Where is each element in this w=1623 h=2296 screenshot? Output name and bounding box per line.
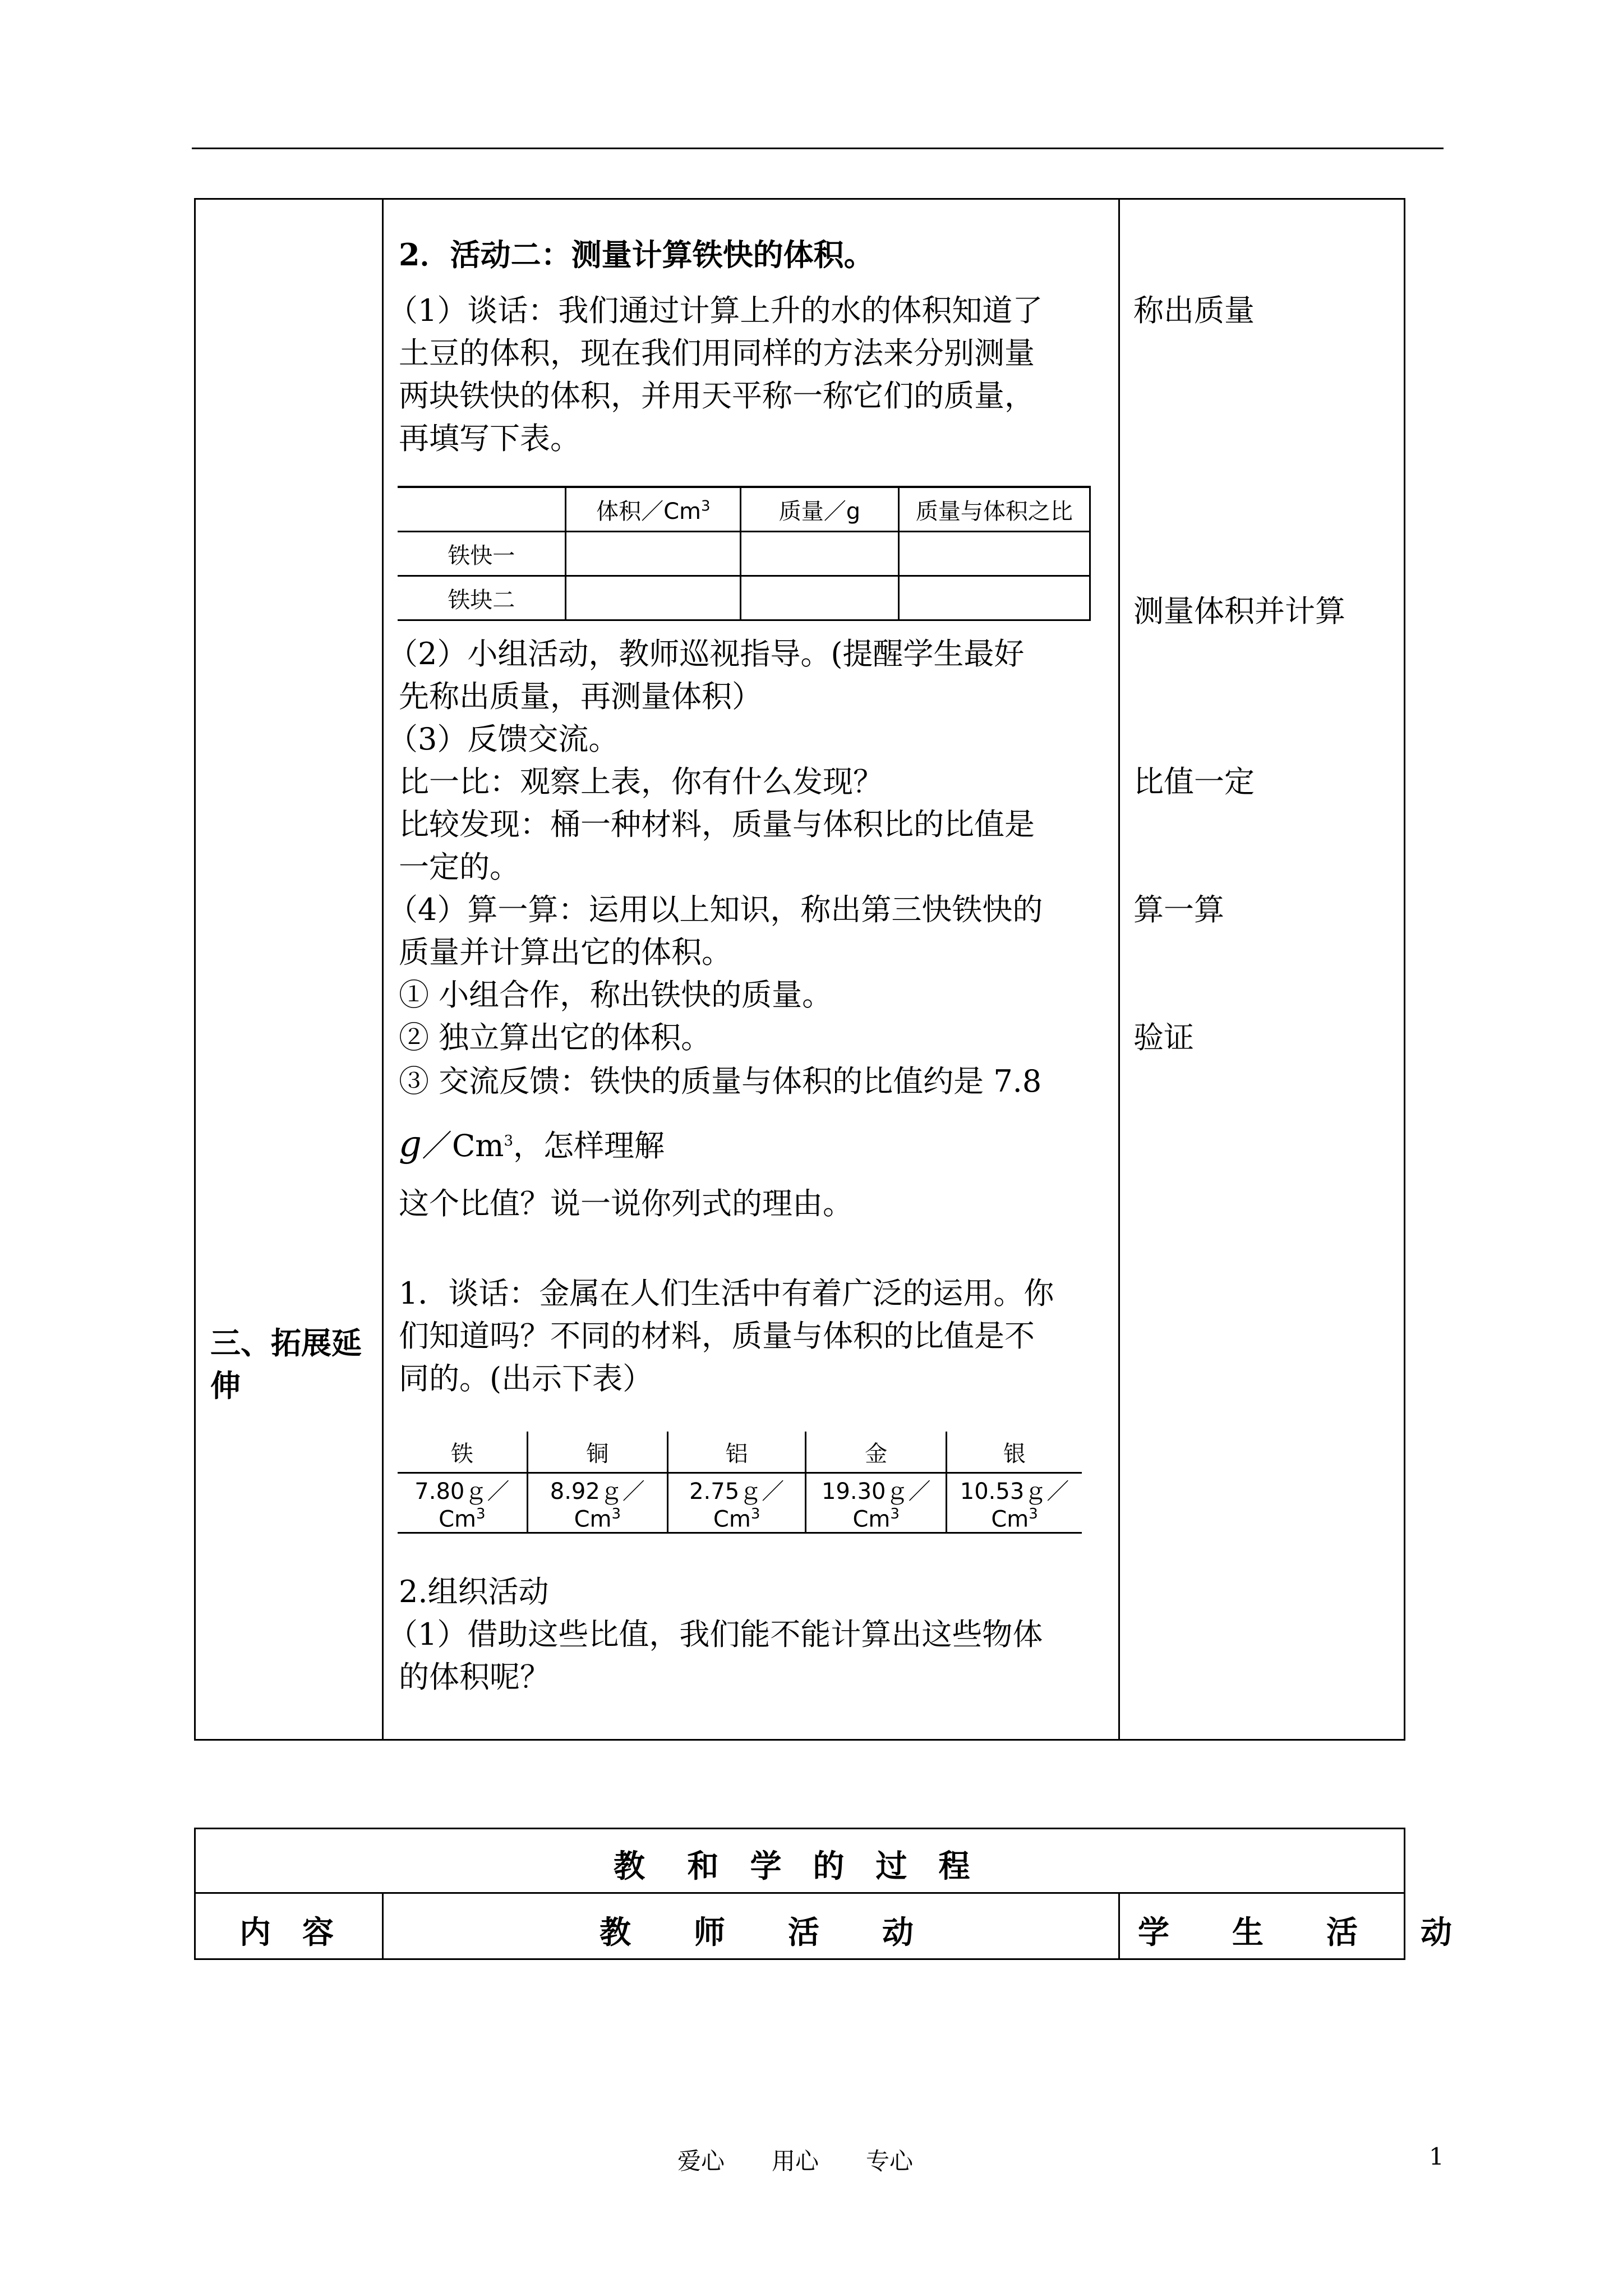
metal-ratio-table <box>398 1432 1082 1534</box>
table-cell <box>898 576 1090 620</box>
table-header: 铜 <box>527 1432 667 1473</box>
activity-two-heading: 2．活动二：测量计算铁快的体积。 <box>399 237 874 273</box>
body-line: 2.组织活动 <box>399 1574 549 1609</box>
table-cell <box>898 532 1090 576</box>
column-divider-1 <box>382 1894 384 1958</box>
student-note: 测量体积并计算 <box>1133 593 1345 629</box>
footer-motto: 爱心 用心 专心 <box>677 2147 914 2175</box>
table-cell: 8.92ｇ／Cm$^3$ <box>527 1473 667 1533</box>
body-line: 一定的。 <box>399 849 520 885</box>
column-divider-2 <box>1118 200 1120 1739</box>
body-line: 两块铁快的体积，并用天平称一称它们的质量， <box>399 378 1035 413</box>
student-note: 称出质量 <box>1133 293 1255 328</box>
body-line: （1）借助这些比值，我们能不能计算出这些物体 <box>388 1617 1043 1652</box>
table-cell: 19.30ｇ／Cm$^3$ <box>806 1473 947 1533</box>
measurement-table <box>398 486 1091 621</box>
body-line: ② 独立算出它的体积。 <box>399 1020 712 1055</box>
body-line: 这个比值？说一说你列式的理由。 <box>399 1186 853 1221</box>
table-row-label: 铁块二 <box>398 576 566 620</box>
table-header: 金 <box>806 1432 947 1473</box>
student-activity-header: 学 生 活 动 <box>1138 1914 1452 1951</box>
body-line: 比较发现：桶一种材料，质量与体积比的比值是 <box>399 807 1035 842</box>
table-cell: 2.75ｇ／Cm$^3$ <box>667 1473 805 1533</box>
column-divider-1 <box>382 200 384 1739</box>
table-cell <box>566 532 741 576</box>
process-header-table <box>194 1828 1452 1960</box>
section-label-line-1: 三、拓展延 <box>210 1325 362 1361</box>
table-header: 质量／g <box>741 487 899 532</box>
body-line: （2）小组活动，教师巡视指导。(提醒学生最好 <box>388 636 1025 671</box>
table-row-label: 铁快一 <box>398 532 566 576</box>
body-line: （3）反馈交流。 <box>388 721 619 757</box>
body-line: （1）谈话：我们通过计算上升的水的体积知道了 <box>388 293 1043 328</box>
section-label-line-2: 伸 <box>210 1368 241 1404</box>
student-note: 比值一定 <box>1133 764 1255 799</box>
table-cell: 10.53ｇ／Cm$^3$ <box>947 1473 1082 1533</box>
table-cell <box>741 532 899 576</box>
body-line: （4）算一算：运用以上知识，称出第三快铁快的 <box>388 892 1043 927</box>
body-line: 质量并计算出它的体积。 <box>399 935 732 970</box>
table-cell <box>741 576 899 620</box>
body-line: 先称出质量，再测量体积） <box>399 679 762 714</box>
row-divider <box>196 1892 1404 1894</box>
student-note: 验证 <box>1133 1020 1194 1055</box>
body-line: 们知道吗？不同的材料，质量与体积的比值是不 <box>399 1318 1035 1354</box>
table-cell <box>398 487 566 532</box>
table-cell: 7.80ｇ／Cm$^3$ <box>398 1473 527 1533</box>
table-header: 质量与体积之比 <box>898 487 1090 532</box>
body-line: 比一比：观察上表，你有什么发现？ <box>399 764 883 799</box>
teacher-activity-header: 教 师 活 动 <box>600 1914 914 1951</box>
body-line: ③ 交流反馈：铁快的质量与体积的比值约是 7.8 <box>399 1064 1042 1099</box>
page-number: 1 <box>1429 2143 1444 2170</box>
body-line: 同的。(出示下表） <box>399 1361 653 1396</box>
content-column-header: 内 容 <box>239 1914 334 1951</box>
student-note: 算一算 <box>1133 892 1224 927</box>
column-divider-2 <box>1118 1894 1120 1958</box>
body-line: ① 小组合作，称出铁快的质量。 <box>399 977 833 1013</box>
body-line: 的体积呢？ <box>399 1659 550 1695</box>
process-title: 教 和 学 的 过 程 <box>614 1848 970 1885</box>
body-line: 土豆的体积，现在我们用同样的方法来分别测量 <box>399 335 1035 371</box>
body-line: 再填写下表。 <box>399 421 580 456</box>
table-header: 铝 <box>667 1432 805 1473</box>
lesson-table <box>194 198 1405 1741</box>
table-header: 铁 <box>398 1432 527 1473</box>
unit-line: g／Cm$^3$，怎样理解 <box>399 1124 665 1165</box>
table-cell <box>566 576 741 620</box>
body-line: 1．谈话：金属在人们生活中有着广泛的运用。你 <box>399 1276 1054 1311</box>
table-header: 体积／Cm$^3$ <box>566 487 741 532</box>
table-header: 银 <box>947 1432 1082 1473</box>
header-rule <box>192 148 1444 149</box>
